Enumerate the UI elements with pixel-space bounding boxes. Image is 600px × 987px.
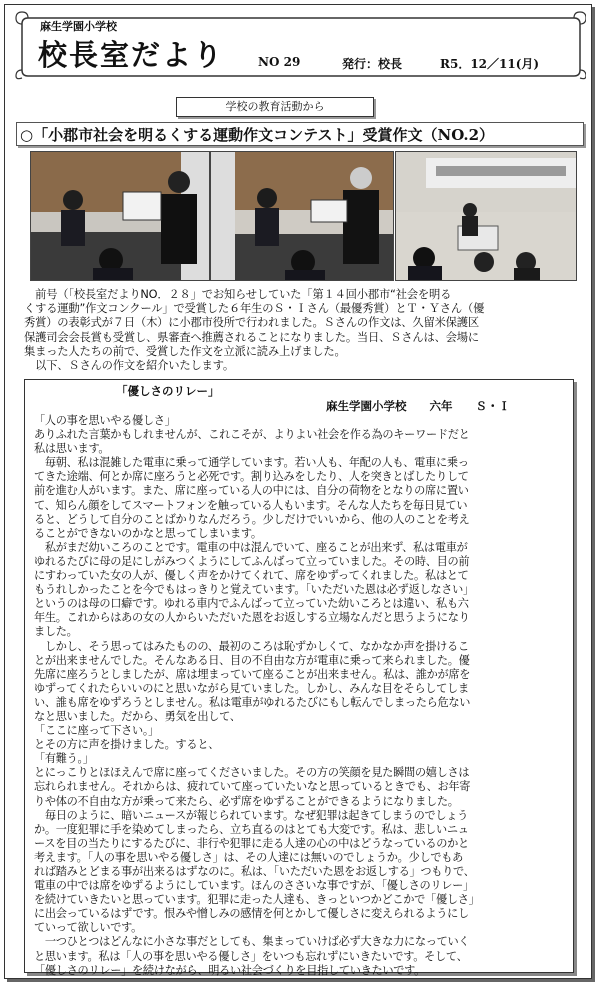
award-photo-3 [395,151,577,281]
essay-line: なと思いました。だから、勇気を出して、 [34,709,241,723]
essay-author: 麻生学園小学校 六年 Ｓ・Ｉ [326,399,510,413]
essay-line: ありふれた言葉かもしれませんが、これこそが、よりよい社会を作る為のキーワードだと [34,428,470,442]
essay-line: とが出来ませんでした。そんなある日、目の不自由な方が電車に乗って来られました。優 [34,653,470,667]
intro-line: 集まった人たちの前で、受賞した作文を立派に読み上げました。 [24,344,346,358]
essay-line: 先席に座ろうとしましたが、席は埋まっていて座ることが出来ません。私は、誰かが席を [34,667,471,681]
essay-line: ていって欲しいです。 [34,921,142,935]
school-name: 麻生学園小学校 [40,20,117,33]
essay-line: しかし、そう思ってはみたものの、最初のころは恥ずかしくて、なかなか声を掛けるこ [34,639,469,653]
essay-line: 考えます。「人の事を思いやる優しさ」は、その人達には無いのでしょうか。少しでもあ [34,850,464,864]
section-label: 学校の教育活動から [176,97,374,117]
essay-line: りや体の不自由な方が乗って来たら、必ず席をゆずることができるようになりました。 [34,794,459,808]
essay-line: 私は思います。 [34,442,110,456]
essay-line: て、知らん顔をしてスマートフォンを触っている人もいます。そんな人たちを毎日見てい [34,498,468,512]
award-photo-2 [210,151,394,281]
essay-line: 毎日のように、暗いニュースが報じられています。なぜ犯罪は起きてしまうのでしょう [34,808,469,822]
essay-line: い、誰も席をゆずろうとしません。私は電車がゆれるたびにもし転んでしまったら危ない [34,695,471,709]
essay-line: 電車の中では席をゆずるようにしています。ほんのささいな事ですが、「優しさのリレー」 [34,879,474,893]
essay-line: に出会っているはずです。恨みや憎しみの感情を何とかして優しさに変えられるようにし [34,907,469,921]
essay-line: とにっこりとほほえんで席に座ってくださいました。その方の笑顔を見た瞬間の嬉しさは [34,766,470,780]
essay-line: 「人の事を思いやる優しさ」 [34,414,176,427]
essay-line: 年生。これからはあの女の人からいただいた恩をお返しする立場なんだと思うようになり [34,611,470,625]
award-photo-1 [30,151,210,281]
essay-line: れば踏みとどまる事が出来るはずなのに。私は、「いただいた恩をお返しする」つもりで、 [34,865,475,878]
essay-line: ゆれるたびに母の足にしがみつくようにしてふんばって立っていました。その時、目の前 [34,554,470,568]
essay-line: 前を進む人がいます。また、席に座っている人の中には、自分の荷物をとなりの席に置い [34,484,469,498]
essay-line: 一つひとつはどんなに小さな事だとしても、集まっていけば必ず大きな力になっていく [34,935,470,949]
intro-line: 保護司会会長賞も受賞し、県審査へ推薦されることになりました。当日、Ｓさんは、会場に [24,330,479,344]
essay-line: と思います。私は「人の事を思いやる優しさ」をいつも忘れずにいきたいです。そして、 [34,949,468,963]
essay-line: を続けていきたいと思っています。犯罪に走った人達も、きっといつかどこかで「優しさ」 [34,893,480,907]
issue-number: NO 29 [258,55,301,69]
essay-line: もうれしかったことを今でもはっきりと覚えています。「いただいた恩は必ず返しなさい」 [34,583,474,597]
essay-line: 「ここに座って下さい。」 [34,724,160,738]
essay-line: 「有難う。」 [34,752,94,766]
essay-line: 忘れられません。それからは、疲れていて座っていたいなと思っているときでも、お年寄 [34,780,471,794]
essay-line: 「優しさのリレー」を続けながら、明るい社会づくりを目指していきたいです。 [34,963,426,977]
publisher: 発行：校長 [342,57,403,71]
essay-line: ることができないのかなと思ってしまいます。 [34,526,262,540]
essay-line: か。一度犯罪に手を染めてしまったら、立ち直るのはとても大変です。私は、悲しいニュ [34,822,469,836]
issue-date: R5．12／11(月) [440,57,540,71]
essay-line: 毎朝、私は混雑した電車に乗って通学しています。若い人も、年配の人も、電車に乗っ [34,456,469,470]
headline: ○「小郡市社会を明るくする運動作文コンテスト」受賞作文（NO.2） [20,126,495,144]
essay-body [34,414,574,978]
intro-line: 前号（「校長室だよりNO．２８」でお知らせしていた「第１４回小郡市“社会を明る [24,288,452,301]
intro-paragraph [24,288,576,373]
intro-line: くする運動”作文コンクール」で受賞した６年生のＳ・Ｉさん（最優秀賞）とＴ・Ｙさん（優 [24,302,485,316]
essay-line: ゆずってくれたらいいのにと思いながら見ていました。しかし、みんな目をそらしてしま [34,681,469,695]
essay-line: とその方に声を掛けました。すると、 [34,738,220,752]
page-title: 校長室だより [38,38,225,72]
essay-line: にすわっていた女の人が、優しく声をかけてくれて、席をゆずってくれました。私はとて [34,569,469,583]
essay-line: ました。 [34,625,78,639]
essay-line: ースを目の当たりにするたびに、非行や犯罪に走る人達の心の中はどうなっているのかと [34,836,469,850]
intro-line: 秀賞）の表彰式が７日（木）に小郡市役所で行われました。Ｓさんの作文は、久留米保護区 [24,316,479,330]
intro-line: 以下、Ｓさんの作文を紹介いたします。 [24,359,234,373]
essay-line: 私がまだ幼いころのことです。電車の中は混んでいて、座ることが出来ず、私は電車が [34,540,468,554]
essay-line: ると、どうして自分のことばかりなんだろう。少しだけでいいから、他の人のことを考え [34,512,470,526]
essay-title: 「優しさのリレー」 [116,384,220,398]
essay-line: というのは母の口癖です。ゆれる車内でふんばって立っていた幼いころとは違い、私も六 [34,597,469,611]
essay-line: てきた途端、何とか席に座ろうと必死です。割り込みをしたり、人を突きとばしたりして [34,470,469,484]
